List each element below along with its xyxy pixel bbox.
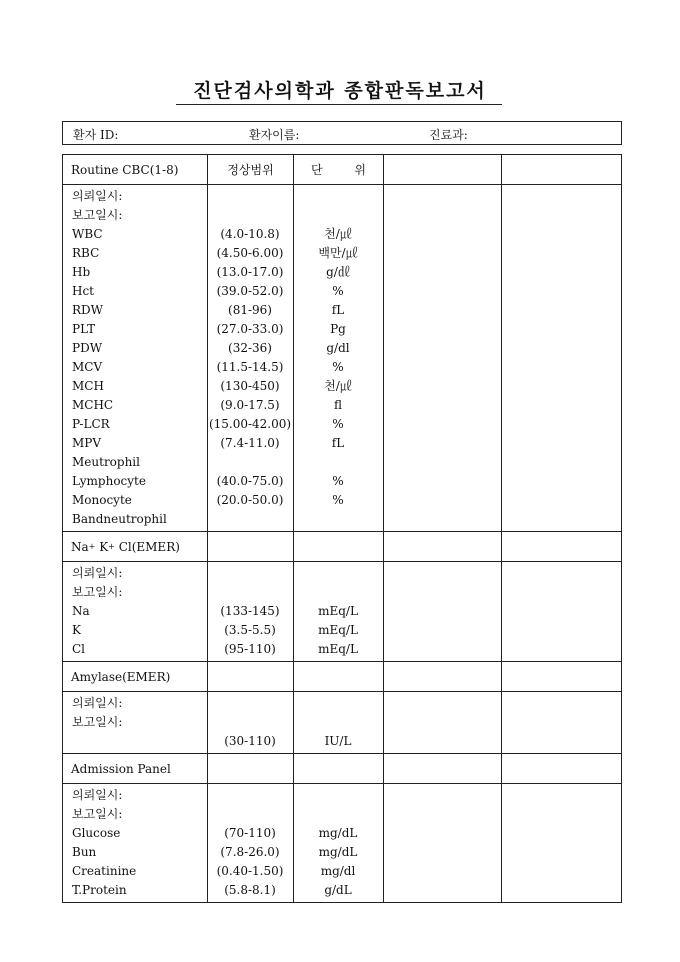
- result-row: [63, 602, 621, 621]
- result-row: [63, 282, 621, 301]
- cbc-results-list: [63, 225, 621, 529]
- unit: 천/㎕: [324, 227, 352, 241]
- unit: [293, 510, 383, 529]
- unit: mEq/L: [318, 642, 358, 656]
- normal-range: (39.0-52.0): [216, 284, 284, 298]
- patient-name-label: 환자이름:: [249, 128, 300, 142]
- unit: %: [332, 493, 344, 507]
- normal-range: (7.4-11.0): [220, 436, 280, 450]
- unit: fL: [331, 303, 345, 317]
- admission-results-list: [63, 824, 621, 900]
- header-unit: 단 위: [293, 155, 383, 184]
- electrolyte-title: Na + K + Cl(EMER): [71, 539, 180, 554]
- unit: g/dl: [326, 341, 350, 355]
- normal-range: (81-96): [228, 303, 272, 317]
- test-name: MPV: [72, 436, 102, 450]
- test-name: Na: [72, 604, 90, 618]
- result-row: [63, 434, 621, 453]
- test-name: Meutrophil: [72, 455, 140, 469]
- unit: Pg: [330, 322, 346, 336]
- test-name: Bandneutrophil: [72, 512, 167, 526]
- unit: mEq/L: [318, 623, 358, 637]
- test-name: Bun: [72, 845, 97, 859]
- result-row: [63, 621, 621, 640]
- test-name: MCH: [72, 379, 104, 393]
- unit: %: [332, 474, 344, 488]
- result-row: [63, 225, 621, 244]
- test-name: Lymphocyte: [72, 474, 146, 488]
- normal-range: (9.0-17.5): [220, 398, 280, 412]
- report-date-row: 보고일시:: [72, 208, 123, 222]
- result-row: [63, 320, 621, 339]
- unit: mg/dl: [320, 864, 356, 878]
- unit: mg/dL: [318, 845, 358, 859]
- result-row: [63, 881, 621, 900]
- normal-range: [207, 453, 293, 472]
- normal-range: (95-110): [224, 642, 276, 656]
- test-name: Monocyte: [72, 493, 132, 507]
- header-normal-range: 정상범위: [207, 155, 293, 184]
- result-row: [63, 843, 621, 862]
- normal-range: (0.40-1.50): [216, 864, 284, 878]
- result-row: [63, 244, 621, 263]
- normal-range: (130-450): [220, 379, 280, 393]
- result-row: [63, 396, 621, 415]
- unit: 백만/㎕: [318, 246, 358, 260]
- electrolyte-section: 의뢰일시: 보고일시: Na (133-145) mEq/L K (3.5-5.5) mEq/L Cl (95-110) mEq/L: [63, 561, 621, 661]
- normal-range: (133-145): [220, 604, 280, 618]
- normal-range: (7.8-26.0): [220, 845, 280, 859]
- test-name: Glucose: [72, 826, 121, 840]
- order-date-row: 의뢰일시:: [72, 189, 123, 203]
- amylase-section: 의뢰일시: 보고일시: (30-110) IU/L: [63, 691, 621, 753]
- result-row: [63, 377, 621, 396]
- patient-info-bar: [62, 121, 622, 145]
- normal-range: (3.5-5.5): [224, 623, 276, 637]
- cbc-section: [63, 184, 621, 531]
- test-name: K: [72, 623, 81, 637]
- title-underline: [176, 104, 502, 105]
- unit: fL: [331, 436, 345, 450]
- unit: %: [332, 417, 344, 431]
- test-name: RBC: [72, 246, 100, 260]
- result-row: [63, 491, 621, 510]
- normal-range: (13.0-17.0): [216, 265, 284, 279]
- result-row: [63, 339, 621, 358]
- test-name: Creatinine: [72, 864, 137, 878]
- test-name: WBC: [72, 227, 103, 241]
- normal-range: (15.00-42.00): [208, 417, 292, 431]
- test-name: MCV: [72, 360, 103, 374]
- admission-header-row: [63, 753, 621, 783]
- normal-range: (20.0-50.0): [216, 493, 284, 507]
- result-row: [63, 510, 621, 529]
- admission-section: 의뢰일시: 보고일시: Glucose (70-110) mg/dL Bun (7.8-26.0) mg/dL Creatinine (0.40-1.50) mg/dl T.Protein (5.8-8.1) g/dL: [63, 783, 621, 902]
- electrolyte-header-row: [63, 531, 621, 561]
- normal-range: [207, 510, 293, 529]
- test-name: PDW: [72, 341, 103, 355]
- normal-range: (70-110): [224, 826, 276, 840]
- result-row: [63, 640, 621, 659]
- result-row: [63, 301, 621, 320]
- department-label: 진료과:: [429, 128, 468, 142]
- normal-range: (11.5-14.5): [216, 360, 284, 374]
- test-name: PLT: [72, 322, 96, 336]
- unit: g/dL: [324, 883, 352, 897]
- unit: [293, 453, 383, 472]
- result-row: [63, 263, 621, 282]
- test-name: P-LCR: [72, 417, 110, 431]
- test-name: Cl: [72, 642, 86, 656]
- patient-id-label: 환자 ID:: [73, 128, 119, 142]
- cbc-header-row: [63, 155, 621, 184]
- normal-range: (5.8-8.1): [224, 883, 276, 897]
- test-name: RDW: [72, 303, 103, 317]
- electrolyte-results-list: [63, 602, 621, 659]
- report-title: 진단검사의학과 종합판독보고서: [193, 80, 487, 102]
- amylase-header-row: [63, 661, 621, 691]
- result-row: [63, 358, 621, 377]
- header-blank-2: [501, 155, 621, 184]
- unit: fl: [333, 398, 342, 412]
- result-row: [63, 415, 621, 434]
- normal-range: (4.0-10.8): [220, 227, 280, 241]
- result-row: [63, 472, 621, 491]
- header-blank-1: [383, 155, 501, 184]
- test-name: T.Protein: [72, 883, 127, 897]
- result-row: [63, 862, 621, 881]
- test-name: MCHC: [72, 398, 114, 412]
- unit: mEq/L: [318, 604, 358, 618]
- test-name: Hb: [72, 265, 91, 279]
- unit: mg/dL: [318, 826, 358, 840]
- amylase-title: Amylase(EMER): [71, 669, 171, 684]
- unit: 천/㎕: [324, 379, 352, 393]
- report-table: [62, 154, 622, 903]
- unit: %: [332, 284, 344, 298]
- amylase-result-row: (30-110) IU/L: [224, 734, 352, 748]
- test-name: Hct: [72, 284, 95, 298]
- normal-range: (4.50-6.00): [216, 246, 284, 260]
- unit: %: [332, 360, 344, 374]
- normal-range: (32-36): [228, 341, 272, 355]
- result-row: [63, 824, 621, 843]
- header-test-name: Routine CBC(1-8): [71, 162, 179, 177]
- normal-range: (40.0-75.0): [216, 474, 284, 488]
- admission-title: Admission Panel: [71, 761, 171, 776]
- result-row: [63, 453, 621, 472]
- normal-range: (27.0-33.0): [216, 322, 284, 336]
- unit: g/㎗: [326, 265, 350, 279]
